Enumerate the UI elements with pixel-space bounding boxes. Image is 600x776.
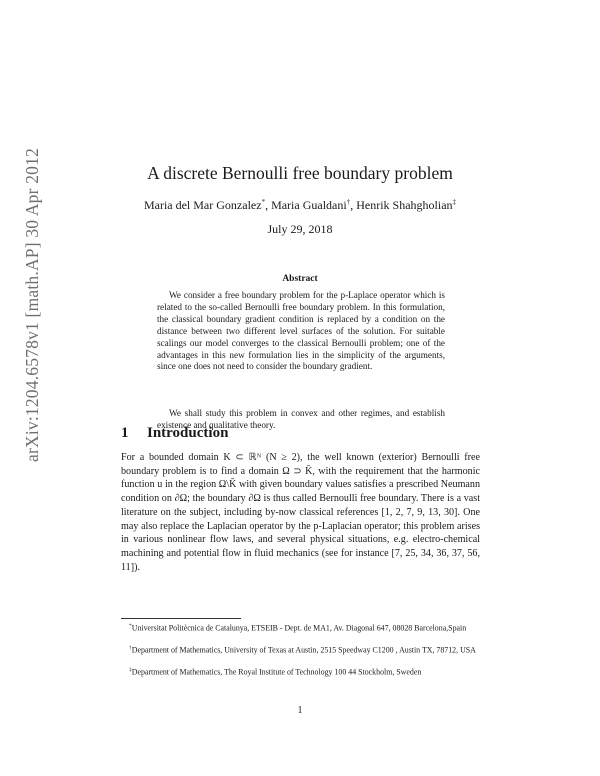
author-name: Maria del Mar Gonzalez xyxy=(143,198,262,212)
footnote-divider xyxy=(121,618,241,619)
arxiv-identifier-stamp: arXiv:1204.6578v1 [math.AP] 30 Apr 2012 xyxy=(22,147,42,462)
paper-title: A discrete Bernoulli free boundary problem xyxy=(147,163,453,183)
paper-date: July 29, 2018 xyxy=(267,222,333,236)
abstract-paragraph: We consider a free boundary problem for the p-Laplace operator which is related to the so-called Bernoulli free boundary problem. In this formulation, the classical boundary gradient condition is replaced by a condition on the distance between two different level surfaces of the solution. For suitable scalings our model converges to the classical Bernoulli problem; one of the advantages in this new formulation lies in the simplicity of the arguments, since one does not need to consider the boundary gradient. xyxy=(157,290,445,372)
author-list xyxy=(0,198,600,213)
footnote-mark: * xyxy=(261,198,266,206)
footnote-text: Universitat Politècnica de Catalunya, ETSEIB - Dept. de MA1, Av. Diagonal 647, 08028 Barcelona,Spain xyxy=(131,623,467,633)
author-separator: , xyxy=(350,198,357,212)
author-name: Maria Gualdani xyxy=(271,198,347,212)
footnote-mark: † xyxy=(129,645,132,651)
footnote xyxy=(121,621,480,634)
footnote xyxy=(121,665,480,678)
introduction-paragraph: For a bounded domain K ⊂ ℝᴺ (N ≥ 2), the well known (exterior) Bernoulli free boundary problem is to find a domain Ω ⊃ K̄, with the requirement that the harmonic function u in the region Ω\K̄ with given boundary values satisfies a prescribed Neumann condition on ∂Ω; the boundary ∂Ω is thus called Bernoulli free boundary. There is a vast literature on the subject, including by-now classical references [1, 2, 7, 9, 13, 30]. One may also replace the Laplacian operator by the p-Laplacian operator; this problem arises in various nonlinear flow laws, and several physical situations, e.g. electro-chemical machining and potential flow in fluid mechanics (see for instance [7, 25, 34, 36, 37, 56, 11]). xyxy=(121,452,480,573)
author-name: Henrik Shahgholian xyxy=(356,198,453,212)
abstract-paragraph: We shall study this problem in convex and other regimes, and establish existence and qualitative theory. xyxy=(157,408,445,430)
author-separator: , xyxy=(265,198,272,212)
footnote-text: Department of Mathematics, University of Texas at Austin, 2515 Speedway C1200 , Austin TX, 78712, USA xyxy=(131,645,476,655)
footnote-mark: * xyxy=(129,623,132,629)
footnote-mark: † xyxy=(346,198,351,206)
footnote-mark: ‡ xyxy=(129,667,132,673)
page-number: 1 xyxy=(297,705,303,716)
footnote-text: Department of Mathematics, The Royal Institute of Technology 100 44 Stockholm, Sweden xyxy=(131,667,422,677)
section-heading xyxy=(121,425,228,442)
footnote-mark: ‡ xyxy=(452,198,457,206)
section-number: 1 xyxy=(121,425,129,441)
abstract-heading: Abstract xyxy=(282,274,318,284)
section-title: Introduction xyxy=(147,425,229,441)
footnote xyxy=(121,643,480,656)
